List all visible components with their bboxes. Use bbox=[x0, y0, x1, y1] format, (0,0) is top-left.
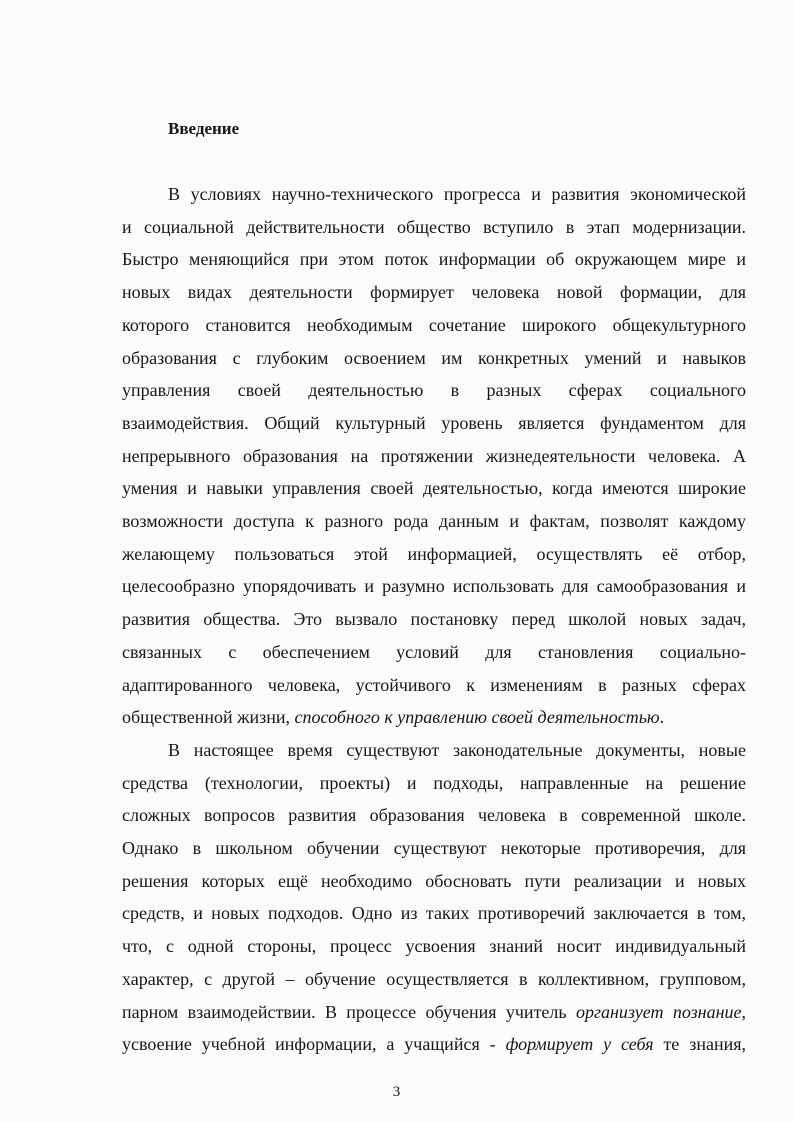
text-line: непрерывного образования на протяжении жизнедеятельности человека. А bbox=[122, 445, 746, 466]
text-line: что, с одной стороны, процесс усвоения знаний носит индивидуальный bbox=[122, 936, 746, 957]
text-run: парном взаимодействии. В процессе обучения учитель bbox=[122, 1001, 576, 1022]
page-number: 3 bbox=[392, 1084, 401, 1100]
text-line: новых видах деятельности формирует человека новой формации, для bbox=[122, 282, 746, 303]
section-title: Введение bbox=[168, 119, 240, 138]
text-line: средства (технологии, проекты) и подходы, направленные на решение bbox=[122, 772, 746, 793]
text-run: те знания, bbox=[653, 1034, 746, 1055]
text-line: взаимодействия. Общий культурный уровень является фундаментом для bbox=[122, 412, 746, 433]
text-line: образования с глубоким освоением им конкретных умений и навыков bbox=[122, 347, 746, 368]
text-line: Однако в школьном обучении существуют некоторые противоречия, для bbox=[122, 838, 746, 859]
text-line: Быстро меняющийся при этом поток информации об окружающем мире и bbox=[122, 249, 746, 270]
text-line: решения которых ещё необходимо обосновать пути реализации и новых bbox=[122, 870, 746, 891]
text-line: характер, с другой – обучение осуществляется в коллективном, групповом, bbox=[122, 968, 746, 989]
italic-emphasis: организует познание bbox=[575, 1001, 742, 1022]
text-line: управления своей деятельностью в разных сферах социального bbox=[122, 380, 746, 401]
text-line: сложных вопросов развития образования человека в современной школе. bbox=[122, 805, 746, 826]
text-line: целесообразно упорядочивать и разумно использовать для самообразования и bbox=[122, 576, 746, 597]
body-text bbox=[122, 178, 746, 1061]
text-run: , bbox=[741, 1001, 746, 1022]
text-line: средств, и новых подходов. Одно из таких противоречий заключается в том, bbox=[122, 903, 746, 924]
text-line: возможности доступа к разного рода данным и фактам, позволят каждому bbox=[122, 511, 746, 532]
paragraph-1 bbox=[122, 178, 746, 734]
text-line: адаптированного человека, устойчивого к изменениям в разных сферах bbox=[122, 674, 746, 695]
text-line: желающему пользоваться этой информацией, осуществлять её отбор, bbox=[122, 543, 746, 564]
italic-emphasis: формирует у себя bbox=[505, 1034, 654, 1055]
text-line: и социальной действительности общество вступило в этап модернизации. bbox=[122, 216, 746, 237]
text-line: В настоящее время существуют законодательные документы, новые bbox=[168, 739, 746, 760]
text-line: развития общества. Это вызвало постановку перед школой новых задач, bbox=[122, 609, 746, 630]
text-line: которого становится необходимым сочетание широкого общекультурного bbox=[122, 314, 746, 335]
text-line-last bbox=[122, 701, 746, 734]
italic-emphasis: способного к управлению своей деятельностью bbox=[294, 707, 660, 728]
text-run: усвоение учебной информации, а учащийся - bbox=[122, 1034, 506, 1055]
text-run: общественной жизни, bbox=[122, 707, 295, 728]
text-line bbox=[122, 1028, 746, 1061]
text-line: связанных с обеспечением условий для становления социально- bbox=[122, 641, 746, 662]
text-line: умения и навыки управления своей деятельностью, когда имеются широкие bbox=[122, 478, 746, 499]
text-run: . bbox=[659, 707, 665, 728]
text-line bbox=[122, 996, 746, 1029]
paragraph-2 bbox=[122, 734, 746, 1061]
text-line: В условиях научно-технического прогресса и развития экономической bbox=[168, 184, 746, 204]
